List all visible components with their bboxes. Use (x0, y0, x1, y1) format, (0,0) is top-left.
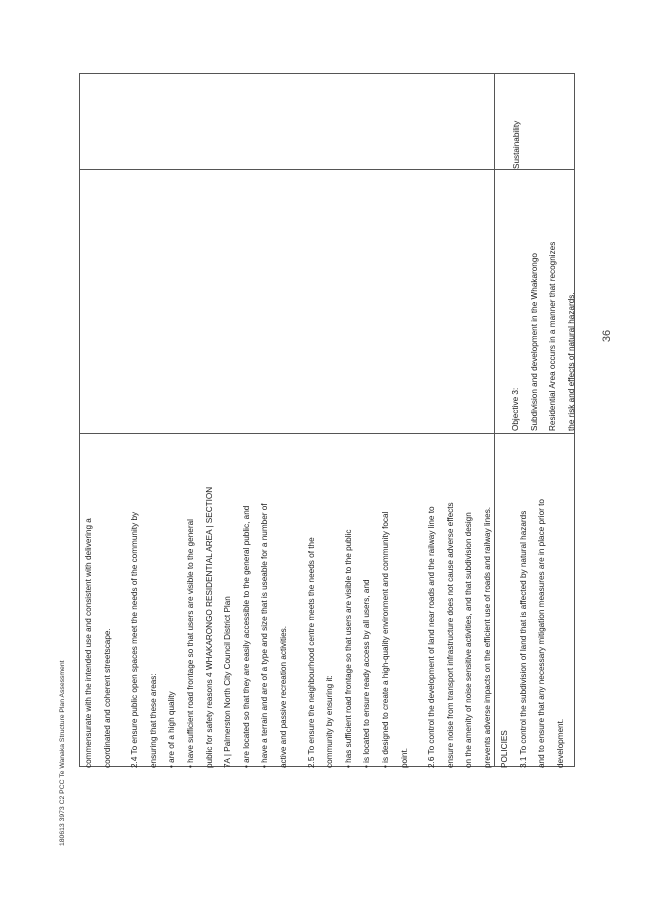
policies-cell (496, 435, 570, 768)
text-line: • is located to ensure ready access by all users, and (362, 579, 372, 768)
text-line: • are of a high quality (167, 691, 177, 768)
text-line: on the amenity of noise sensitive activities, and that subdivision design (464, 512, 474, 768)
text-line: • is designed to create a high-quality environment and community focal (380, 511, 390, 768)
text-line: point. (399, 747, 409, 768)
standards-cell (80, 435, 497, 768)
text-line: coordinated and coherent streetscape. (102, 628, 112, 768)
text-line: ensuring that these areas: (148, 673, 158, 768)
text-line: 2.6 To control the development of land near roads and the railway line to (427, 506, 437, 768)
text-line: prevents adverse impacts on the efficient use of roads and railway lines. (482, 506, 492, 768)
category-label: Sustainability (512, 120, 521, 169)
text-line: • have sufficient road frontage so that users are visible to the general (185, 519, 195, 768)
objective-cell (507, 170, 581, 431)
text-line: 3.1 To control the subdivision of land that is affected by natural hazards (518, 510, 528, 768)
text-line: active and passive recreation activities. (278, 626, 288, 768)
column-divider-right (79, 433, 575, 434)
page-number: 36 (601, 329, 613, 343)
paragraph-gap (414, 435, 423, 768)
paragraph-gap (294, 435, 303, 768)
text-line: ensure noise from transport infrastructure does not cause adverse effects (445, 502, 455, 768)
objective-heading: Objective 3: (511, 387, 520, 431)
text-line: Residential Area occurs in a manner that recognizes (548, 241, 558, 431)
category-cell (508, 79, 527, 169)
rotated-table (79, 73, 575, 767)
text-line: and to ensure that any necessary mitigation measures are in place prior to (537, 499, 547, 768)
column-divider-left (79, 169, 575, 170)
policies-heading: POLICIES (500, 730, 509, 768)
text-line: 7A | Palmerston North City Council District Plan (223, 596, 233, 768)
text-line: community by ensuring it: (325, 675, 335, 768)
text-line: commensurate with the intended use and consistent with delivering a (84, 518, 93, 768)
text-line: public for safety reasons 4 WHAKARONGO RESIDENTIAL AREA | SECTION (204, 486, 214, 768)
text-line: 2.4 To ensure public open spaces meet the needs of the community by (130, 511, 140, 768)
document-footer: 180613 3973 C2 PCC Te Wanaka Structure Plan Assessment (59, 660, 66, 846)
text-line: • are located so that they are easily accessible to the general public, and (241, 505, 251, 768)
paragraph-gap (117, 435, 126, 768)
text-line: the risk and effects of natural hazards. (566, 292, 576, 431)
text-line: • have a terrain and are of a type and size that is useable for a number of (260, 503, 270, 768)
text-line: • has sufficient road frontage so that users are visible to the public (343, 529, 353, 768)
text-line: Subdivision and development in the Whakarongo (529, 253, 539, 431)
text-line: 2.5 To ensure the neighbourhood centre meets the needs of the (306, 537, 316, 768)
text-line: development. (555, 718, 565, 768)
